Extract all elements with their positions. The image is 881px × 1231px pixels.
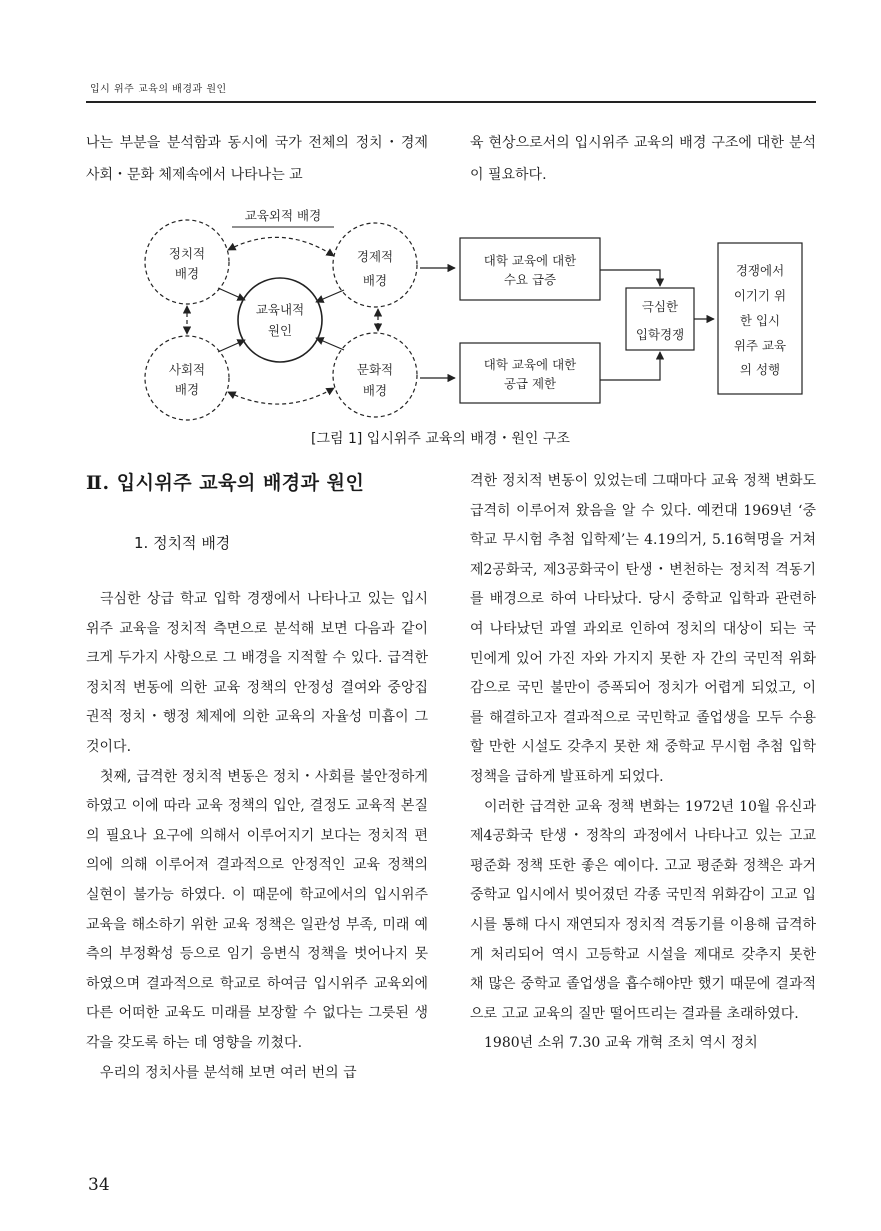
subsection-title: 1. 정치적 배경 xyxy=(134,534,231,552)
body-right-paragraph-1: 격한 정치적 변동이 있었는데 그때마다 교육 정책 변화도 급격히 이루어져 왔음을 알 수 있다. 예컨대 1969년 ‘중학교 무시험 추첨 입학제’는 4.19의거, 5.16혁명을 거쳐 제2공화국, 제3공화국이 탄생・변천하는 정치적 격동기를 배경으로 하여 나타났다. 당시 중학교 입학과 관련하여 나타났던 과열 과외로 인하여 정치의 대상이 되는 국민에게 있어 가진 자와 가지지 못한 자 간의 국민적 위화감으로 국민 불만이 증폭되어 정치가 어렵게 되었고, 이를 해결하고자 결과적으로 국민학교 졸업생을 모두 수용할 만한 시설도 갖추지 못한 채 중학교 무시험 추첨 입학 정책을 급하게 발표하게 되었다. xyxy=(470,473,816,785)
competition-box-line-1: 극심한 xyxy=(641,299,679,314)
supply-box xyxy=(460,343,600,403)
result-box-line-2: 이기기 위 xyxy=(733,288,787,303)
external-background-label: 교육외적 배경 xyxy=(244,208,322,223)
body-left-paragraph-2: 첫째, 급격한 정치적 변동은 정치・사회를 불안정하게 하였고 이에 따라 교육 정책의 입안, 결정도 교육적 본질의 필요나 요구에 의해서 이루어지기 보다는 정치적 편의에 의해 이루어져 결과적으로 안정적인 교육 정책의 실현이 불가능 하였다. 이 때문에 학교에서의 입시위주 교육을 해소하기 위한 교육 정책은 일관성 부족, 미래 예측의 부정확성 등으로 임기 응변식 정책을 벗어나지 못하였으며 결과적으로 학교로 하여금 입시위주 교육외에 다른 어떠한 교육도 미래를 보장할 수 없다는 그릇된 생각을 갖도록 하는 데 영향을 끼쳤다. xyxy=(86,768,428,1051)
demand-box xyxy=(460,238,600,300)
figure-caption: [그림 1] 입시위주 교육의 배경・원인 구조 xyxy=(311,431,570,447)
cultural-node-label-1: 문화적 xyxy=(356,362,394,377)
social-node-label-1: 사회적 xyxy=(168,362,206,377)
arrow-political-economic xyxy=(228,237,334,256)
political-node-label-2: 배경 xyxy=(174,266,200,281)
result-box-line-1: 경쟁에서 xyxy=(735,263,785,278)
section-title: Ⅱ. 입시위주 교육의 배경과 원인 xyxy=(86,472,365,494)
arrow-political-center xyxy=(218,288,245,300)
internal-cause-node xyxy=(238,278,322,362)
supply-box-line-1: 대학 교육에 대한 xyxy=(483,357,577,372)
social-node-label-2: 배경 xyxy=(174,382,200,397)
arrow-social-cultural xyxy=(228,388,334,404)
political-node xyxy=(145,220,229,304)
body-right-paragraph-2: 이러한 급격한 교육 정책 변화는 1972년 10월 유신과 제4공화국 탄생・정착의 과정에서 나타나고 있는 고교 평준화 정책 또한 좋은 예이다. 고교 평준화 정책은 과거 중학교 입시에서 빚어졌던 각종 국민적 위화감이 고교 입시를 통해 다시 재연되자 정치적 격동기를 이용해 급격하게 처리되어 역시 고등학교 시설을 제대로 갖추지 못한 채 많은 중학교 졸업생을 흡수해야만 했기 때문에 결과적으로 고교 교육의 질만 떨어뜨리는 결과를 초래하였다. xyxy=(470,798,816,1022)
economic-node-label-1: 경제적 xyxy=(356,249,394,264)
intro-right-text: 육 현상으로서의 입시위주 교육의 배경 구조에 대한 분석이 필요하다. xyxy=(470,135,816,183)
intro-left-text: 나는 부분을 분석함과 동시에 국가 전체의 정치・경제 사회・문화 체제속에서 나타나는 교 xyxy=(86,135,428,183)
arrow-supply-to-competition xyxy=(600,352,660,380)
running-header: 입시 위주 교육의 배경과 원인 xyxy=(90,84,227,95)
body-left-column xyxy=(86,585,428,1088)
page-number: 34 xyxy=(88,1175,110,1195)
body-left-paragraph-1: 극심한 상급 학교 입학 경쟁에서 나타나고 있는 입시위주 교육을 정치적 측면으로 분석해 보면 다음과 같이 크게 두가지 사항으로 그 배경을 지적할 수 있다. 급격한 정치적 변동에 의한 교육 정책의 안정성 결여와 중앙집권적 정치・행정 체제에 의한 교육의 자율성 미흡이 그것이다. xyxy=(86,591,428,755)
social-node xyxy=(145,336,229,420)
arrow-demand-to-competition xyxy=(600,270,660,286)
internal-node-label-1: 교육내적 xyxy=(255,302,305,317)
arrow-cultural-center xyxy=(316,338,344,350)
result-box-line-5: 의 성행 xyxy=(739,362,781,377)
supply-box-line-2: 공급 제한 xyxy=(503,376,557,391)
internal-node-label-2: 원인 xyxy=(267,323,293,338)
figure-diagram xyxy=(0,0,881,440)
demand-box-line-1: 대학 교육에 대한 xyxy=(483,253,577,268)
body-right-paragraph-3: 1980년 소위 7.30 교육 개혁 조치 역시 정치 xyxy=(484,1035,758,1052)
body-right-column xyxy=(470,467,816,1059)
demand-box-line-2: 수요 급증 xyxy=(503,272,557,287)
economic-node-label-2: 배경 xyxy=(362,273,388,288)
result-box-line-4: 위주 교육 xyxy=(733,338,787,353)
cultural-node-label-2: 배경 xyxy=(362,383,388,398)
competition-box-line-2: 입학경쟁 xyxy=(635,327,685,342)
economic-node xyxy=(333,223,417,307)
body-left-paragraph-3: 우리의 정치사를 분석해 보면 여러 번의 급 xyxy=(100,1064,357,1081)
arrow-social-center xyxy=(218,340,245,352)
political-node-label-1: 정치적 xyxy=(168,246,206,261)
result-box-line-3: 한 입시 xyxy=(739,313,781,328)
arrow-economic-center xyxy=(316,290,344,302)
